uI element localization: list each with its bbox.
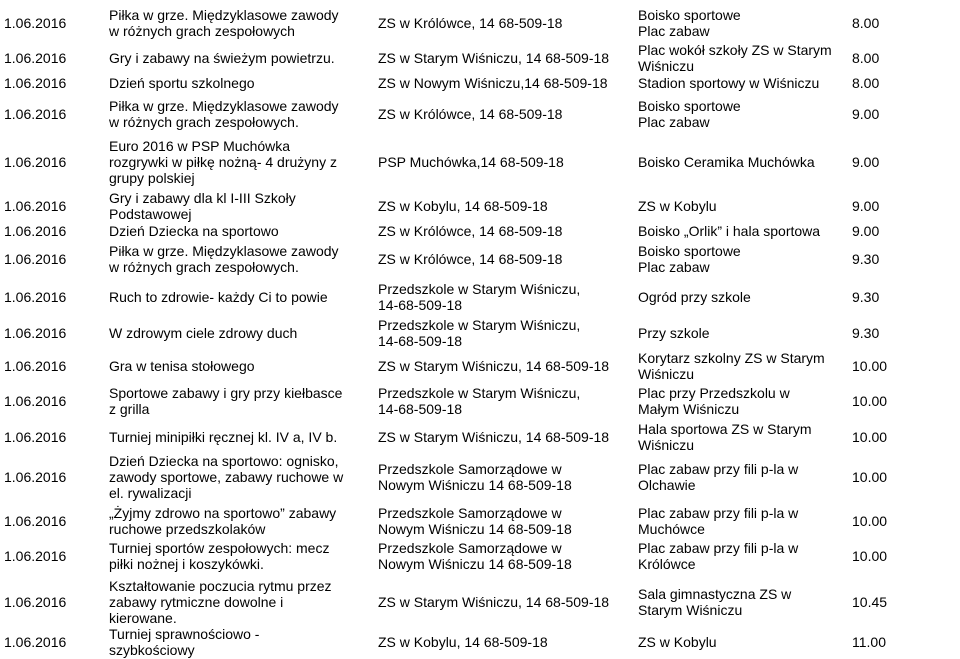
event-cell-line: Piłka w grze. Międzyklasowe zawody [109,243,339,259]
venue-cell-line: Wiśniczu [638,58,695,74]
organizer-cell-line: ZS w Królówce, 14 68-509-18 [378,251,563,267]
schedule-row [0,349,960,383]
venue-cell [638,223,820,239]
date-cell-line: 1.06.2016 [4,289,67,305]
venue-cell [638,586,791,618]
venue-cell-line: Boisko sportowe [638,98,741,114]
date-cell-line: 1.06.2016 [4,548,67,564]
event-cell [109,289,328,305]
organizer-cell [378,317,580,349]
date-cell-line: 1.06.2016 [4,154,67,170]
venue-cell-line: Wiśniczu [638,437,695,453]
time-cell-line: 10.45 [852,594,888,610]
date-cell-line: 1.06.2016 [4,594,67,610]
venue-cell [638,385,790,417]
event-cell [109,98,339,130]
event-cell-line: Piłka w grze. Międzyklasowe zawody [109,98,339,114]
date-cell-line: 1.06.2016 [4,75,67,91]
venue-cell [638,325,710,341]
schedule-row [0,241,960,277]
event-cell-line: Gry i zabawy na świeżym powietrzu. [109,50,335,66]
date-cell [4,106,66,122]
event-cell-line: szybkościowy [109,642,195,658]
schedule-row [0,188,960,224]
organizer-cell [378,198,548,214]
event-cell-line: w różnych grach zespołowych. [109,114,299,130]
event-cell-line: Turniej minipiłki ręcznej kl. IV a, IV b. [109,429,338,445]
event-cell-line: el. rywalizacji [109,485,192,501]
venue-cell-line: Plac wokół szkoły ZS w Starym [638,42,832,58]
organizer-cell-line: ZS w Starym Wiśniczu, 14 68-509-18 [378,358,610,374]
venue-cell-line: Plac zabaw [638,259,710,275]
organizer-cell [378,385,580,417]
venue-cell-line: Olchawie [638,477,696,493]
organizer-cell-line: Nowym Wiśniczu 14 68-509-18 [378,477,572,493]
date-cell [4,393,66,409]
organizer-cell [378,358,609,374]
date-cell [4,198,66,214]
event-cell [109,243,339,275]
organizer-cell-line: 14-68-509-18 [378,333,463,349]
time-cell-line: 10.00 [852,393,888,409]
organizer-cell-line: ZS w Królówce, 14 68-509-18 [378,223,563,239]
time-cell-line: 9.00 [852,223,880,239]
venue-cell-line: Małym Wiśniczu [638,401,740,417]
venue-cell [638,42,832,74]
event-cell-line: w różnych grach zespołowych. [109,259,299,275]
organizer-cell-line: ZS w Królówce, 14 68-509-18 [378,106,563,122]
time-cell [852,634,886,650]
event-cell-line: ruchowe przedszkolaków [109,521,266,537]
organizer-cell-line: Przedszkole Samorządowe w [378,505,562,521]
event-cell [109,7,339,39]
organizer-cell-line: Przedszkole w Starym Wiśniczu, [378,385,581,401]
date-cell-line: 1.06.2016 [4,223,67,239]
venue-cell-line: ZS w Kobylu [638,634,717,650]
time-cell-line: 10.00 [852,469,888,485]
time-cell [852,393,887,409]
organizer-cell-line: ZS w Kobylu, 14 68-509-18 [378,634,548,650]
schedule-row [0,419,960,454]
event-cell [109,540,329,572]
venue-cell [638,7,741,39]
date-cell [4,358,66,374]
organizer-cell-line: Przedszkole w Starym Wiśniczu, [378,317,581,333]
organizer-cell-line: Przedszkole Samorządowe w [378,540,562,556]
venue-cell-line: Plac przy Przedszkolu w [638,385,790,401]
time-cell-line: 9.30 [852,289,880,305]
event-cell-line: w różnych grach zespołowych [109,23,295,39]
venue-cell [638,634,717,650]
venue-cell [638,289,751,305]
date-cell [4,429,66,445]
date-cell [4,251,66,267]
date-cell-line: 1.06.2016 [4,106,67,122]
venue-cell-line: Wiśniczu [638,366,695,382]
schedule-row [0,383,960,418]
date-cell-line: 1.06.2016 [4,634,67,650]
date-cell-line: 1.06.2016 [4,50,67,66]
organizer-cell [378,15,562,31]
organizer-cell-line: ZS w Nowym Wiśniczu,14 68-509-18 [378,75,608,91]
event-cell [109,138,337,186]
time-cell [852,198,879,214]
organizer-cell-line: Nowym Wiśniczu 14 68-509-18 [378,521,572,537]
organizer-cell [378,223,562,239]
venue-cell-line: Plac zabaw przy fili p-la w [638,540,799,556]
venue-cell-line: Królówce [638,556,696,572]
event-cell-line: z grilla [109,401,150,417]
event-cell [109,325,297,341]
event-cell [109,505,336,537]
venue-cell [638,75,819,91]
time-cell-line: 10.00 [852,358,888,374]
venue-cell-line: Korytarz szkolny ZS w Starym [638,350,825,366]
organizer-cell [378,594,609,610]
date-cell-line: 1.06.2016 [4,429,67,445]
date-cell [4,289,66,305]
venue-cell [638,243,741,275]
date-cell [4,594,66,610]
time-cell [852,223,879,239]
event-cell [109,50,335,66]
time-cell [852,513,887,529]
event-cell [109,385,342,417]
organizer-cell [378,281,580,313]
schedule-row [0,503,960,538]
venue-cell [638,540,798,572]
organizer-cell-line: Nowym Wiśniczu 14 68-509-18 [378,556,572,572]
date-cell-line: 1.06.2016 [4,15,67,31]
venue-cell-line: Plac zabaw przy fili p-la w [638,461,799,477]
schedule-row [0,574,960,629]
schedule-row [0,453,960,501]
organizer-cell [378,505,572,537]
event-cell-line: Gra w tenisa stołowego [109,358,255,374]
time-cell [852,469,887,485]
time-cell [852,289,879,305]
venue-cell-line: Ogród przy szkole [638,289,751,305]
event-cell-line: Euro 2016 w PSP Muchówka [109,138,291,154]
organizer-cell-line: Przedszkole Samorządowe w [378,461,562,477]
venue-cell-line: Boisko sportowe [638,243,741,259]
date-cell [4,154,66,170]
time-cell [852,154,879,170]
venue-cell-line: Stadion sportowy w Wiśniczu [638,75,820,91]
time-cell [852,15,879,31]
schedule-row [0,538,960,574]
organizer-cell [378,75,608,91]
venue-cell [638,421,812,453]
time-cell-line: 8.00 [852,15,880,31]
time-cell [852,594,887,610]
organizer-cell-line: Przedszkole w Starym Wiśniczu, [378,281,581,297]
organizer-cell [378,634,548,650]
time-cell-line: 9.30 [852,325,880,341]
event-cell [109,190,296,222]
date-cell [4,634,66,650]
date-cell [4,325,66,341]
event-cell-line: Gry i zabawy dla kl I-III Szkoły [109,190,296,206]
time-cell-line: 10.00 [852,513,888,529]
venue-cell-line: Boisko sportowe [638,7,741,23]
venue-cell [638,350,825,382]
time-cell-line: 8.00 [852,50,880,66]
organizer-cell-line: ZS w Starym Wiśniczu, 14 68-509-18 [378,429,610,445]
venue-cell [638,198,717,214]
event-cell [109,626,259,658]
schedule-row [0,222,960,239]
time-cell-line: 9.00 [852,198,880,214]
venue-cell-line: ZS w Kobylu [638,198,717,214]
event-cell-line: Ruch to zdrowie- każdy Ci to powie [109,289,328,305]
time-cell-line: 10.00 [852,548,888,564]
venue-cell [638,505,798,537]
organizer-cell-line: PSP Muchówka,14 68-509-18 [378,154,564,170]
venue-cell [638,461,798,493]
time-cell-line: 10.00 [852,429,888,445]
event-cell-line: rozgrywki w piłkę nożną- 4 drużyny z [109,154,337,170]
event-cell-line: Dzień sportu szkolnego [109,75,255,91]
organizer-cell [378,429,609,445]
organizer-cell-line: 14-68-509-18 [378,401,463,417]
event-cell-line: Piłka w grze. Międzyklasowe zawody [109,7,339,23]
organizer-cell [378,461,572,493]
event-cell-line: Podstawowej [109,206,192,222]
date-cell-line: 1.06.2016 [4,469,67,485]
event-cell-line: zawody sportowe, zabawy ruchowe w [109,469,344,485]
time-cell [852,50,879,66]
event-cell-line: kierowane. [109,610,177,626]
event-cell [109,358,255,374]
event-cell-line: Kształtowanie poczucia rytmu przez [109,578,332,594]
time-cell [852,358,887,374]
organizer-cell [378,50,609,66]
date-cell [4,223,66,239]
organizer-cell-line: ZS w Kobylu, 14 68-509-18 [378,198,548,214]
date-cell [4,469,66,485]
event-cell-line: W zdrowym ciele zdrowy duch [109,325,298,341]
venue-cell [638,98,741,130]
date-cell [4,75,66,91]
organizer-cell [378,106,562,122]
schedule-row [0,316,960,349]
time-cell [852,429,887,445]
event-cell-line: piłki nożnej i koszykówki. [109,556,264,572]
time-cell-line: 9.30 [852,251,880,267]
schedule-row [0,96,960,132]
venue-cell-line: Starym Wiśniczu [638,602,743,618]
event-cell-line: Turniej sportów zespołowych: mecz [109,540,330,556]
time-cell-line: 11.00 [852,634,886,650]
date-cell [4,548,66,564]
schedule-row [0,41,960,74]
schedule-row [0,625,960,658]
organizer-cell-line: 14-68-509-18 [378,297,463,313]
venue-cell [638,154,815,170]
time-cell-line: 9.00 [852,106,880,122]
organizer-cell [378,540,572,572]
schedule-row [0,74,960,92]
date-cell-line: 1.06.2016 [4,325,67,341]
schedule-row [0,3,960,43]
event-cell-line: Dzień Dziecka na sportowo [109,223,279,239]
date-cell [4,50,66,66]
time-cell [852,325,879,341]
venue-cell-line: Muchówce [638,521,705,537]
organizer-cell-line: ZS w Królówce, 14 68-509-18 [378,15,563,31]
time-cell [852,548,887,564]
organizer-cell-line: ZS w Starym Wiśniczu, 14 68-509-18 [378,50,610,66]
event-cell-line: „Żyjmy zdrowo na sportowo” zabawy [109,505,337,521]
venue-cell-line: Sala gimnastyczna ZS w [638,586,792,602]
event-cell-line: zabawy rytmiczne dowolne i [109,594,284,610]
venue-cell-line: Boisko Ceramika Muchówka [638,154,815,170]
event-cell [109,429,337,445]
event-cell [109,578,332,626]
time-cell [852,251,879,267]
venue-cell-line: Plac zabaw [638,23,710,39]
event-cell-line: Sportowe zabawy i gry przy kiełbasce [109,385,343,401]
venue-cell-line: Przy szkole [638,325,710,341]
date-cell [4,15,66,31]
date-cell [4,513,66,529]
date-cell-line: 1.06.2016 [4,513,67,529]
venue-cell-line: Plac zabaw przy fili p-la w [638,505,799,521]
event-cell [109,223,279,239]
event-cell-line: grupy polskiej [109,170,195,186]
time-cell-line: 9.00 [852,154,880,170]
event-cell-line: Turniej sprawnościowo - [109,626,260,642]
schedule-row [0,280,960,314]
time-cell [852,106,879,122]
organizer-cell [378,251,562,267]
schedule-row [0,135,960,188]
venue-cell-line: Hala sportowa ZS w Starym [638,421,812,437]
event-cell-line: Dzień Dziecka na sportowo: ognisko, [109,453,339,469]
venue-cell-line: Boisko „Orlik” i hala sportowa [638,223,821,239]
venue-cell-line: Plac zabaw [638,114,710,130]
event-cell [109,453,343,501]
date-cell-line: 1.06.2016 [4,251,67,267]
organizer-cell-line: ZS w Starym Wiśniczu, 14 68-509-18 [378,594,610,610]
organizer-cell [378,154,564,170]
event-cell [109,75,255,91]
date-cell-line: 1.06.2016 [4,393,67,409]
time-cell [852,75,879,91]
date-cell-line: 1.06.2016 [4,198,67,214]
time-cell-line: 8.00 [852,75,880,91]
date-cell-line: 1.06.2016 [4,358,67,374]
